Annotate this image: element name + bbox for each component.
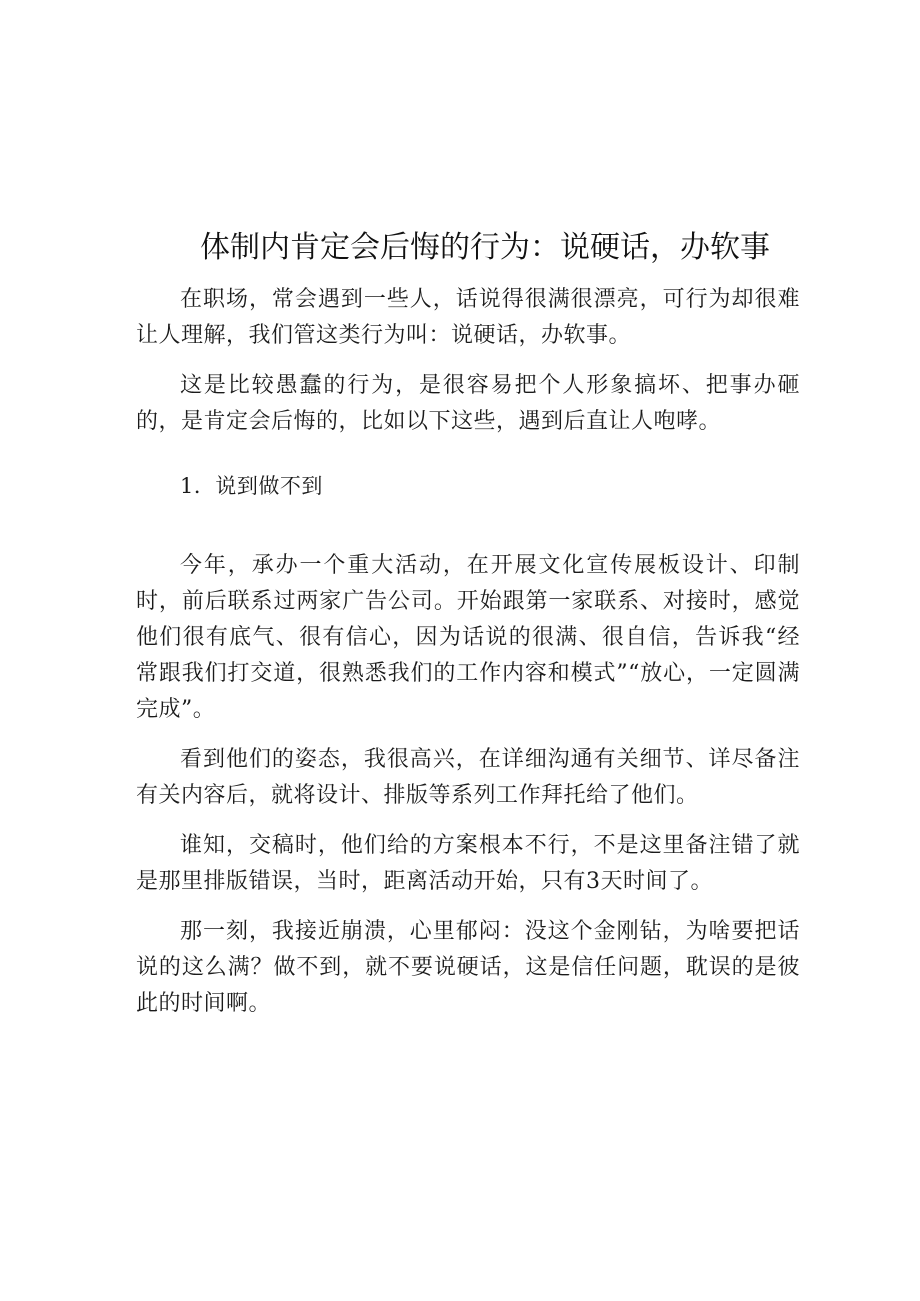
section-heading: 1．说到做不到 xyxy=(180,474,323,498)
section-paragraph-2: 看到他们的姿态，我很高兴，在详细沟通有关细节、详尽备注有关内容后，就将设计、排版等系列工作拜托给了他们。 xyxy=(136,747,800,808)
article-body xyxy=(136,226,800,1036)
section-paragraph-1: 今年，承办一个重大活动，在开展文化宣传展板设计、印制时，前后联系过两家广告公司。开始跟第一家联系、对接时，感觉他们很有底气、很有信心，因为话说的很满、很自信，告诉我“经常跟我们打交道，很熟悉我们的工作内容和模式”“放心，一定圆满完成”。 xyxy=(136,553,800,722)
intro-paragraph-1: 在职场，常会遇到一些人，话说得很满很漂亮，可行为却很难让人理解，我们管这类行为叫：说硬话，办软事。 xyxy=(136,287,800,348)
article-title: 体制内肯定会后悔的行为：说硬话，办软事 xyxy=(200,230,770,265)
section-paragraph-4: 那一刻，我接近崩溃，心里郁闷：没这个金刚钻，为啥要把话说的这么满？做不到，就不要说硬话，这是信任问题，耽误的是彼此的时间啊。 xyxy=(136,919,800,1016)
intro-paragraph-2: 这是比较愚蠢的行为，是很容易把个人形象搞坏、把事办砸的，是肯定会后悔的，比如以下这些，遇到后直让人咆哮。 xyxy=(136,373,800,434)
section-paragraph-3: 谁知，交稿时，他们给的方案根本不行，不是这里备注错了就是那里排版错误，当时，距离活动开始，只有3天时间了。 xyxy=(136,833,800,894)
